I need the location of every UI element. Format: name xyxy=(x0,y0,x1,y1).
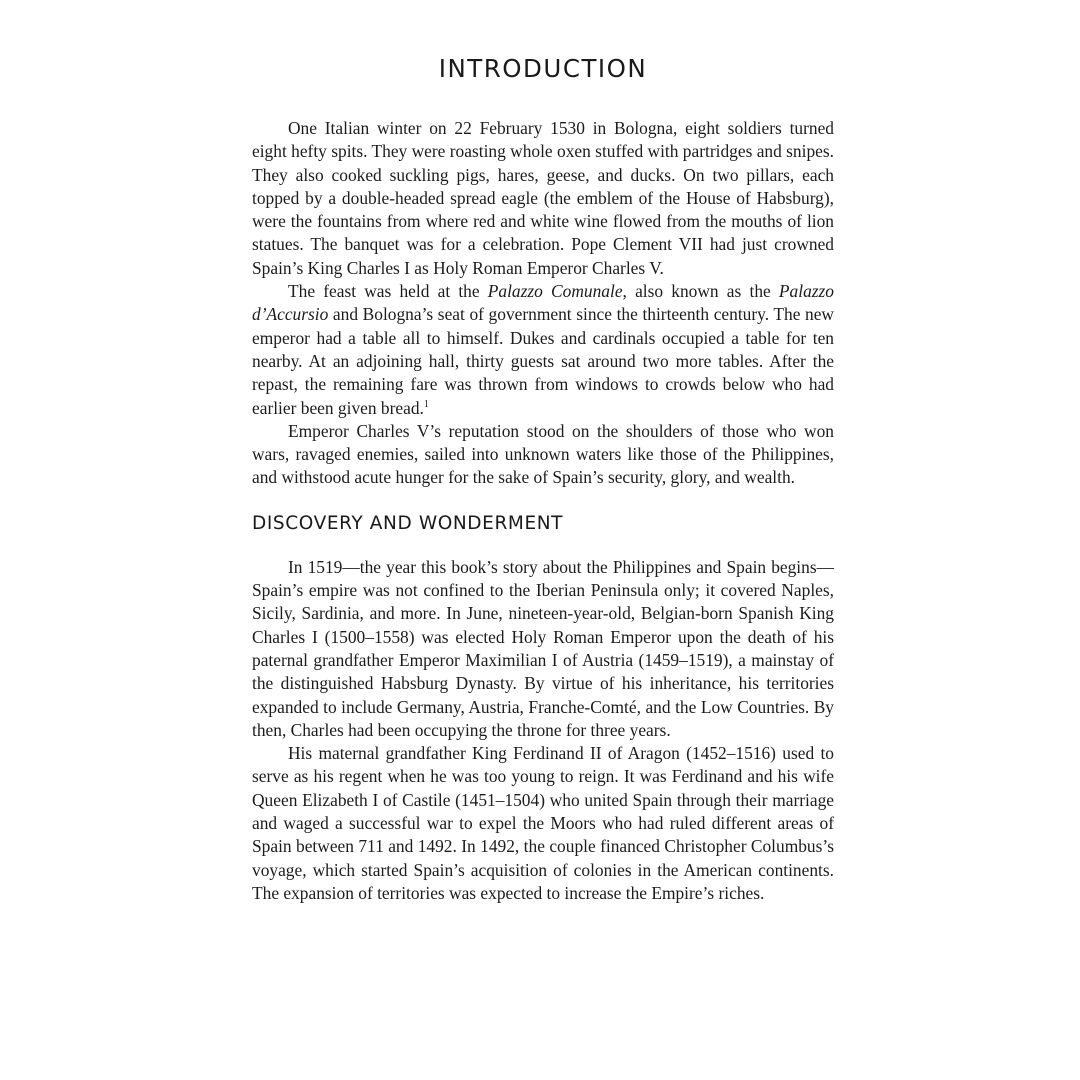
palazzo-comunale-italic: Palazzo Comunale xyxy=(487,281,623,302)
footnote-reference[interactable]: 1 xyxy=(423,398,429,410)
intro-paragraph-2-text-b: , also known as the xyxy=(622,281,779,302)
text-column xyxy=(252,54,834,905)
section-heading: DISCOVERY AND WONDERMENT xyxy=(252,512,564,534)
section-paragraph-1: In 1519—the year this book’s story about the Philippines and Spain begins—Spain’s empire was not confined to the Iberian Peninsula only; it covered Naples, Sicily, Sardinia, and more. In June, nineteen-year-old, Belgian-born Spanish King Charles I (1500–1558) was elected Holy Roman Emperor upon the death of his paternal grandfather Emperor Maximilian I of Austria (1459–1519), a mainstay of the distinguished Habsburg Dynasty. By virtue of his inheritance, his territories expanded to include Germany, Austria, Franche-Comté, and the Low Countries. By then, Charles had been occupying the throne for three years. xyxy=(252,556,834,740)
intro-paragraph-2-text-a: The feast was held at the xyxy=(288,281,488,302)
section-paragraph-2: His maternal grandfather King Ferdinand II of Aragon (1452–1516) used to serve as his regent when he was too young to reign. It was Ferdinand and his wife Queen Elizabeth I of Castile (1451–1504) who united Spain through their marriage and waged a successful war to expel the Moors who had ruled different areas of Spain between 711 and 1492. In 1492, the couple financed Christopher Columbus’s voyage, which started Spain’s acquisition of colonies in the American continents. The expansion of territories was expected to increase the Empire’s riches. xyxy=(252,743,834,903)
palazzo-accursio-italic: Palazzo d’Accursio xyxy=(252,281,834,325)
intro-paragraph-3: Emperor Charles V’s reputation stood on the shoulders of those who won wars, ravaged enemies, sailed into unknown waters like those of the Philippines, and withstood acute hunger for the sake of Spain’s security, glory, and wealth. xyxy=(252,420,834,488)
intro-paragraph-2-text-c: and Bologna’s seat of government since the thirteenth century. The new emperor had a table all to himself. Dukes and cardinals occupied a table for ten nearby. At an adjoining hall, thirty guests sat around two more tables. After the repast, the remaining fare was thrown from windows to crowds below who had earlier been given bread. xyxy=(252,304,834,418)
intro-paragraph-1: One Italian winter on 22 February 1530 in Bologna, eight soldiers turned eight hefty spits. They were roasting whole oxen stuffed with partridges and snipes. They also cooked suckling pigs, hares, geese, and ducks. On two pillars, each topped by a double-headed spread eagle (the emblem of the House of Habsburg), were the fountains from where red and white wine flowed from the mouths of lion statues. The banquet was for a celebration. Pope Clement VII had just crowned Spain’s King Charles I as Holy Roman Emperor Charles V. xyxy=(252,118,834,278)
chapter-title: INTRODUCTION xyxy=(438,54,648,83)
intro-paragraph-2 xyxy=(252,280,834,420)
